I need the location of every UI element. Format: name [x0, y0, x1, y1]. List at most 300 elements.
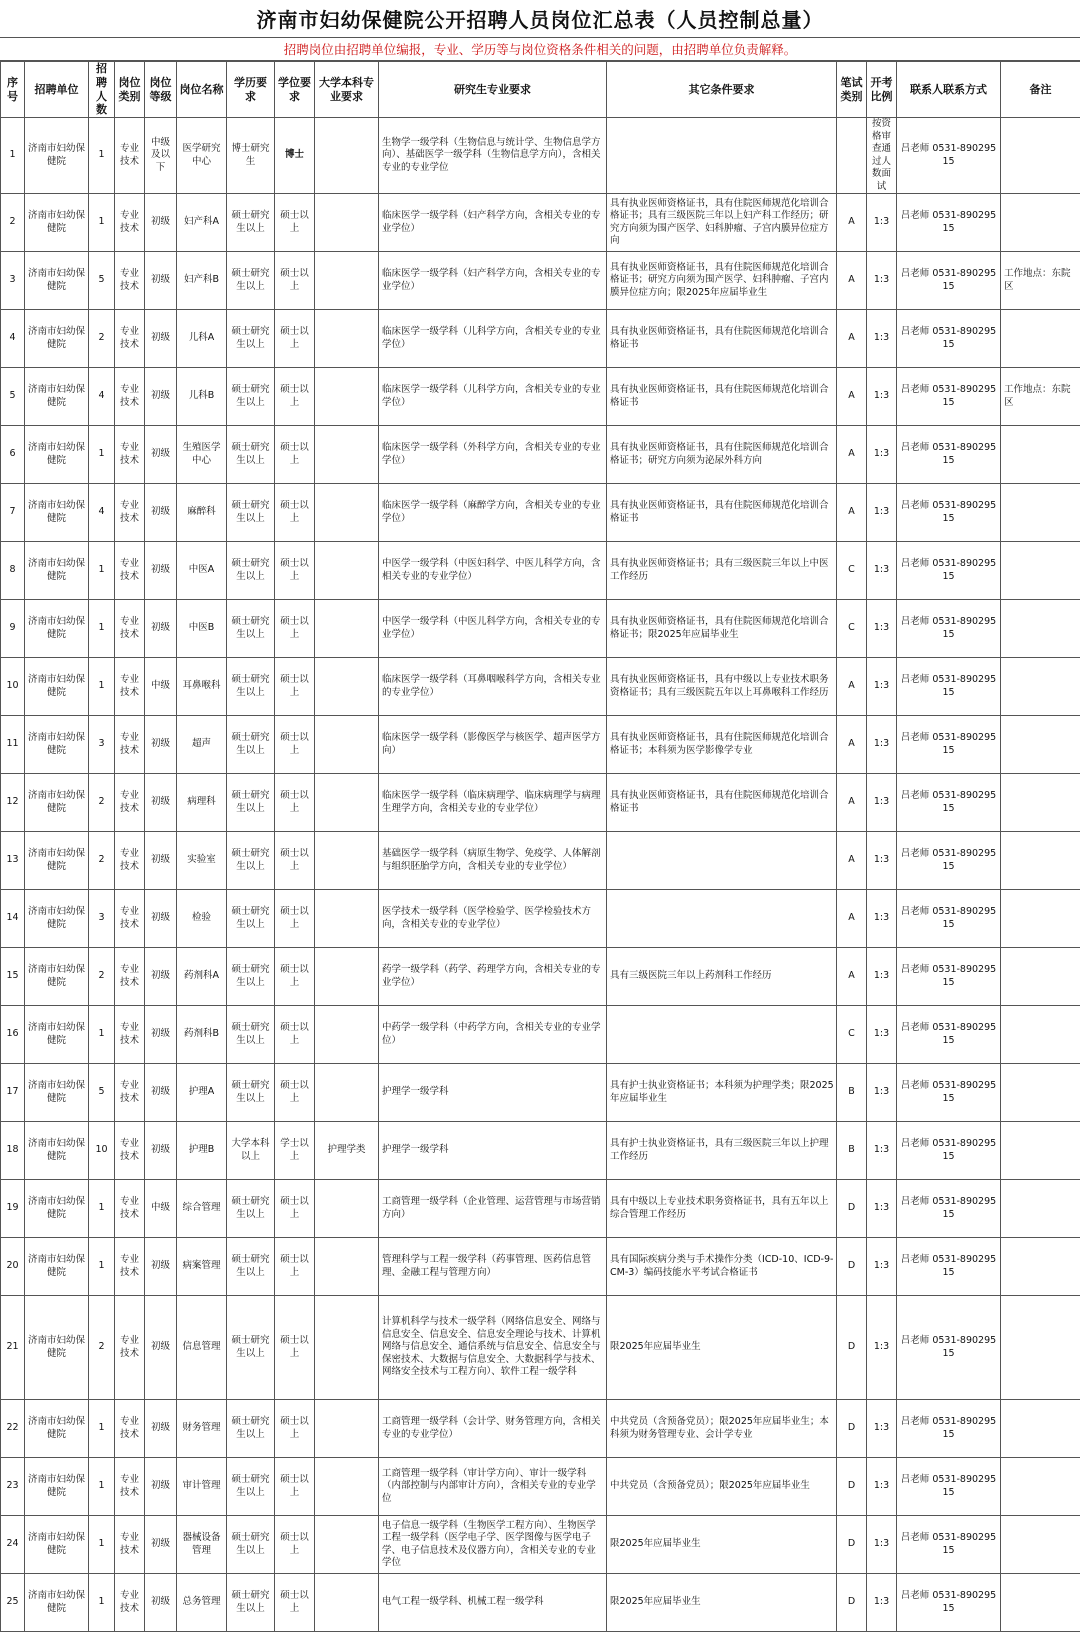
cell-contact: 吕老师 0531-89029515: [897, 310, 1001, 368]
cell-unit: 济南市妇幼保健院: [25, 368, 89, 426]
table-row: [1, 1516, 1080, 1574]
cell-unit: 济南市妇幼保健院: [25, 1064, 89, 1122]
cell-contact: 吕老师 0531-89029515: [897, 1180, 1001, 1238]
cell-level: 中级: [145, 658, 177, 716]
cell-no: 13: [1, 832, 25, 890]
table-row: [1, 832, 1080, 890]
cell-degree: 硕士以上: [275, 1574, 315, 1632]
cell-contact: 吕老师 0531-89029515: [897, 832, 1001, 890]
cell-category: 专业技术: [115, 484, 145, 542]
cell-education: 硕士研究生以上: [227, 1574, 275, 1632]
cell-level: 初级: [145, 194, 177, 252]
cell-contact: 吕老师 0531-89029515: [897, 1238, 1001, 1296]
cell-other-requirements: 具有执业医师资格证书，具有住院医师规范化培训合格证书；限2025年应届毕业生: [607, 600, 837, 658]
cell-position: 审计管理: [177, 1458, 227, 1516]
col-header: 序号: [1, 62, 25, 118]
cell-undergrad: 护理学类: [315, 1122, 379, 1180]
cell-education: 硕士研究生以上: [227, 368, 275, 426]
cell-education: 硕士研究生以上: [227, 716, 275, 774]
cell-remark: [1001, 658, 1080, 716]
cell-no: 2: [1, 194, 25, 252]
cell-category: 专业技术: [115, 600, 145, 658]
cell-position: 财务管理: [177, 1400, 227, 1458]
cell-no: 4: [1, 310, 25, 368]
cell-grad-major: 生物学一级学科（生物信息与统计学、生物信息学方向）、基础医学一级学科（生物信息学方向），含相关专业的专业学位: [379, 118, 607, 194]
cell-contact: 吕老师 0531-89029515: [897, 368, 1001, 426]
col-header: 学位要求: [275, 62, 315, 118]
cell-remark: [1001, 1006, 1080, 1064]
cell-grad-major: 电气工程一级学科、机械工程一级学科: [379, 1574, 607, 1632]
table-row: [1, 948, 1080, 1006]
cell-education: 大学本科以上: [227, 1122, 275, 1180]
cell-education: 硕士研究生以上: [227, 600, 275, 658]
cell-exam-type: D: [837, 1458, 867, 1516]
cell-category: 专业技术: [115, 1238, 145, 1296]
cell-ratio: 1:3: [867, 542, 897, 600]
cell-degree: 硕士以上: [275, 426, 315, 484]
cell-undergrad: [315, 832, 379, 890]
cell-position: 信息管理: [177, 1296, 227, 1400]
cell-ratio: 1:3: [867, 368, 897, 426]
cell-no: 12: [1, 774, 25, 832]
cell-level: 初级: [145, 1516, 177, 1574]
cell-undergrad: [315, 1064, 379, 1122]
col-header: 笔试类别: [837, 62, 867, 118]
cell-contact: 吕老师 0531-89029515: [897, 658, 1001, 716]
cell-level: 初级: [145, 426, 177, 484]
cell-contact: 吕老师 0531-89029515: [897, 542, 1001, 600]
table-row: [1, 1006, 1080, 1064]
cell-undergrad: [315, 1238, 379, 1296]
cell-count: 2: [89, 310, 115, 368]
table-row: [1, 484, 1080, 542]
cell-ratio: 1:3: [867, 1296, 897, 1400]
cell-ratio: 1:3: [867, 1458, 897, 1516]
cell-count: 1: [89, 426, 115, 484]
cell-ratio: 1:3: [867, 1064, 897, 1122]
cell-degree: 硕士以上: [275, 1516, 315, 1574]
table-row: [1, 890, 1080, 948]
cell-remark: [1001, 118, 1080, 194]
cell-undergrad: [315, 890, 379, 948]
col-header: 学历要求: [227, 62, 275, 118]
cell-other-requirements: [607, 890, 837, 948]
cell-unit: 济南市妇幼保健院: [25, 658, 89, 716]
cell-grad-major: 中医学一级学科（中医妇科学、中医儿科学方向，含相关专业的专业学位）: [379, 542, 607, 600]
cell-grad-major: 医学技术一级学科（医学检验学、医学检验技术方向，含相关专业的专业学位）: [379, 890, 607, 948]
cell-undergrad: [315, 310, 379, 368]
cell-unit: 济南市妇幼保健院: [25, 716, 89, 774]
cell-no: 10: [1, 658, 25, 716]
cell-grad-major: 中药学一级学科（中药学方向，含相关专业的专业学位）: [379, 1006, 607, 1064]
cell-grad-major: 中医学一级学科（中医儿科学方向，含相关专业的专业学位）: [379, 600, 607, 658]
cell-ratio: 1:3: [867, 1006, 897, 1064]
table-row: [1, 118, 1080, 194]
cell-no: 7: [1, 484, 25, 542]
cell-position: 病理科: [177, 774, 227, 832]
cell-level: 初级: [145, 832, 177, 890]
cell-degree: 学士以上: [275, 1122, 315, 1180]
cell-unit: 济南市妇幼保健院: [25, 252, 89, 310]
cell-education: 硕士研究生以上: [227, 832, 275, 890]
cell-level: 初级: [145, 368, 177, 426]
table-row: [1, 716, 1080, 774]
cell-ratio: 1:3: [867, 832, 897, 890]
disclaimer-note: 招聘岗位由招聘单位编报，专业、学历等与岗位资格条件相关的问题，由招聘单位负责解释。: [0, 38, 1080, 61]
cell-no: 5: [1, 368, 25, 426]
cell-undergrad: [315, 1296, 379, 1400]
cell-level: 初级: [145, 1400, 177, 1458]
cell-category: 专业技术: [115, 1180, 145, 1238]
cell-exam-type: D: [837, 1400, 867, 1458]
cell-exam-type: D: [837, 1574, 867, 1632]
cell-contact: 吕老师 0531-89029515: [897, 252, 1001, 310]
cell-degree: 硕士以上: [275, 948, 315, 1006]
cell-level: 初级: [145, 890, 177, 948]
col-header: 招聘人数: [89, 62, 115, 118]
cell-count: 1: [89, 118, 115, 194]
cell-other-requirements: 限2025年应届毕业生: [607, 1516, 837, 1574]
cell-grad-major: 基础医学一级学科（病原生物学、免疫学、人体解剖与组织胚胎学方向，含相关专业的专业学位）: [379, 832, 607, 890]
cell-degree: 博士: [275, 118, 315, 194]
cell-grad-major: 临床医学一级学科（妇产科学方向，含相关专业的专业学位）: [379, 252, 607, 310]
cell-ratio: 1:3: [867, 716, 897, 774]
cell-count: 4: [89, 484, 115, 542]
cell-contact: 吕老师 0531-89029515: [897, 890, 1001, 948]
cell-position: 儿科A: [177, 310, 227, 368]
cell-other-requirements: [607, 118, 837, 194]
cell-undergrad: [315, 1180, 379, 1238]
cell-degree: 硕士以上: [275, 1400, 315, 1458]
cell-position: 药剂科A: [177, 948, 227, 1006]
cell-ratio: 1:3: [867, 1122, 897, 1180]
cell-grad-major: 计算机科学与技术一级学科（网络信息安全、网络与信息安全、信息安全、信息安全理论与技术、计算机网络与信息安全、通信系统与信息安全、信息安全与保密技术、大数据与信息安全、大数据科学与技术、网络安全技术与工程方向）、软件工程一级学科: [379, 1296, 607, 1400]
cell-other-requirements: 具有执业医师资格证书，具有住院医师规范化培训合格证书；研究方向须为泌尿外科方向: [607, 426, 837, 484]
cell-category: 专业技术: [115, 1458, 145, 1516]
cell-other-requirements: 具有护士执业资格证书，具有三级医院三年以上护理工作经历: [607, 1122, 837, 1180]
cell-other-requirements: 具有执业医师资格证书，具有住院医师规范化培训合格证书；具有三级医院三年以上妇产科工作经历；研究方向须为围产医学、妇科肿瘤、子宫内膜异位症方向: [607, 194, 837, 252]
cell-grad-major: 管理科学与工程一级学科（药事管理、医药信息管理、金融工程与管理方向）: [379, 1238, 607, 1296]
cell-unit: 济南市妇幼保健院: [25, 600, 89, 658]
table-row: [1, 1296, 1080, 1400]
cell-count: 1: [89, 1180, 115, 1238]
cell-other-requirements: 具有执业医师资格证书，具有中级以上专业技术职务资格证书；具有三级医院五年以上耳鼻喉科工作经历: [607, 658, 837, 716]
cell-contact: 吕老师 0531-89029515: [897, 1574, 1001, 1632]
cell-undergrad: [315, 118, 379, 194]
cell-remark: 工作地点：东院区: [1001, 368, 1080, 426]
cell-other-requirements: 具有三级医院三年以上药剂科工作经历: [607, 948, 837, 1006]
cell-remark: [1001, 1400, 1080, 1458]
cell-remark: [1001, 832, 1080, 890]
cell-count: 1: [89, 1574, 115, 1632]
cell-unit: 济南市妇幼保健院: [25, 1006, 89, 1064]
table-row: [1, 310, 1080, 368]
cell-position: 超声: [177, 716, 227, 774]
cell-level: 初级: [145, 542, 177, 600]
cell-education: 硕士研究生以上: [227, 1180, 275, 1238]
table-row: [1, 1238, 1080, 1296]
cell-exam-type: B: [837, 1064, 867, 1122]
cell-unit: 济南市妇幼保健院: [25, 1400, 89, 1458]
cell-ratio: 1:3: [867, 658, 897, 716]
cell-level: 初级: [145, 1574, 177, 1632]
cell-category: 专业技术: [115, 774, 145, 832]
cell-remark: [1001, 600, 1080, 658]
cell-level: 初级: [145, 252, 177, 310]
col-header: 岗位等级: [145, 62, 177, 118]
cell-unit: 济南市妇幼保健院: [25, 1574, 89, 1632]
cell-no: 11: [1, 716, 25, 774]
cell-position: 妇产科B: [177, 252, 227, 310]
table-row: [1, 600, 1080, 658]
cell-contact: 吕老师 0531-89029515: [897, 426, 1001, 484]
cell-no: 9: [1, 600, 25, 658]
cell-no: 24: [1, 1516, 25, 1574]
cell-undergrad: [315, 1574, 379, 1632]
cell-remark: [1001, 1064, 1080, 1122]
cell-level: 初级: [145, 1122, 177, 1180]
cell-count: 2: [89, 774, 115, 832]
col-header: 岗位名称: [177, 62, 227, 118]
cell-remark: [1001, 484, 1080, 542]
cell-unit: 济南市妇幼保健院: [25, 484, 89, 542]
cell-ratio: 1:3: [867, 1180, 897, 1238]
cell-unit: 济南市妇幼保健院: [25, 1296, 89, 1400]
cell-grad-major: 工商管理一级学科（会计学、财务管理方向，含相关专业的专业学位）: [379, 1400, 607, 1458]
col-header: 备注: [1001, 62, 1080, 118]
col-header: 联系人联系方式: [897, 62, 1001, 118]
cell-level: 初级: [145, 774, 177, 832]
cell-remark: [1001, 1180, 1080, 1238]
cell-grad-major: 临床医学一级学科（麻醉学方向，含相关专业的专业学位）: [379, 484, 607, 542]
cell-education: 硕士研究生以上: [227, 542, 275, 600]
cell-contact: 吕老师 0531-89029515: [897, 600, 1001, 658]
cell-position: 护理A: [177, 1064, 227, 1122]
cell-ratio: 1:3: [867, 1574, 897, 1632]
cell-category: 专业技术: [115, 1516, 145, 1574]
cell-remark: [1001, 310, 1080, 368]
cell-remark: [1001, 1122, 1080, 1180]
cell-unit: 济南市妇幼保健院: [25, 832, 89, 890]
cell-ratio: 1:3: [867, 484, 897, 542]
cell-count: 1: [89, 600, 115, 658]
cell-exam-type: B: [837, 1122, 867, 1180]
cell-no: 15: [1, 948, 25, 1006]
cell-other-requirements: 具有执业医师资格证书，具有住院医师规范化培训合格证书: [607, 774, 837, 832]
table-row: [1, 1400, 1080, 1458]
cell-unit: 济南市妇幼保健院: [25, 1122, 89, 1180]
cell-position: 中医B: [177, 600, 227, 658]
cell-ratio: 1:3: [867, 310, 897, 368]
cell-category: 专业技术: [115, 310, 145, 368]
cell-contact: 吕老师 0531-89029515: [897, 1296, 1001, 1400]
cell-exam-type: A: [837, 484, 867, 542]
cell-undergrad: [315, 194, 379, 252]
table-row: [1, 368, 1080, 426]
cell-exam-type: C: [837, 1006, 867, 1064]
cell-no: 21: [1, 1296, 25, 1400]
cell-unit: 济南市妇幼保健院: [25, 774, 89, 832]
cell-no: 3: [1, 252, 25, 310]
cell-count: 3: [89, 716, 115, 774]
cell-other-requirements: 具有国际疾病分类与手术操作分类（ICD-10、ICD-9-CM-3）编码技能水平考试合格证书: [607, 1238, 837, 1296]
cell-undergrad: [315, 600, 379, 658]
cell-position: 病案管理: [177, 1238, 227, 1296]
cell-degree: 硕士以上: [275, 658, 315, 716]
cell-level: 初级: [145, 484, 177, 542]
cell-other-requirements: 具有中级以上专业技术职务资格证书，具有五年以上综合管理工作经历: [607, 1180, 837, 1238]
cell-contact: 吕老师 0531-89029515: [897, 716, 1001, 774]
cell-exam-type: A: [837, 716, 867, 774]
cell-contact: 吕老师 0531-89029515: [897, 1458, 1001, 1516]
cell-position: 药剂科B: [177, 1006, 227, 1064]
cell-other-requirements: 限2025年应届毕业生: [607, 1574, 837, 1632]
cell-no: 1: [1, 118, 25, 194]
cell-degree: 硕士以上: [275, 368, 315, 426]
cell-undergrad: [315, 1458, 379, 1516]
cell-exam-type: D: [837, 1516, 867, 1574]
table-row: [1, 426, 1080, 484]
cell-exam-type: A: [837, 194, 867, 252]
table-row: [1, 774, 1080, 832]
cell-education: 硕士研究生以上: [227, 194, 275, 252]
positions-table: [0, 61, 1080, 1632]
cell-unit: 济南市妇幼保健院: [25, 194, 89, 252]
cell-contact: 吕老师 0531-89029515: [897, 194, 1001, 252]
cell-education: 硕士研究生以上: [227, 890, 275, 948]
table-row: [1, 1574, 1080, 1632]
col-header: 大学本科专业要求: [315, 62, 379, 118]
cell-undergrad: [315, 252, 379, 310]
cell-unit: 济南市妇幼保健院: [25, 542, 89, 600]
cell-grad-major: 临床医学一级学科（妇产科学方向，含相关专业的专业学位）: [379, 194, 607, 252]
cell-category: 专业技术: [115, 1006, 145, 1064]
cell-ratio: 1:3: [867, 1238, 897, 1296]
cell-exam-type: A: [837, 890, 867, 948]
cell-ratio: 1:3: [867, 1400, 897, 1458]
cell-grad-major: 临床医学一级学科（儿科学方向，含相关专业的专业学位）: [379, 368, 607, 426]
cell-degree: 硕士以上: [275, 252, 315, 310]
cell-category: 专业技术: [115, 890, 145, 948]
cell-grad-major: 护理学一级学科: [379, 1064, 607, 1122]
cell-grad-major: 护理学一级学科: [379, 1122, 607, 1180]
cell-education: 博士研究生: [227, 118, 275, 194]
cell-ratio: 1:3: [867, 774, 897, 832]
cell-category: 专业技术: [115, 542, 145, 600]
cell-grad-major: 电子信息一级学科（生物医学工程方向）、生物医学工程一级学科（医学电子学、医学图像与医学电子学、电子信息技术及仪器方向），含相关专业的专业学位: [379, 1516, 607, 1574]
cell-position: 妇产科A: [177, 194, 227, 252]
cell-position: 检验: [177, 890, 227, 948]
cell-remark: [1001, 542, 1080, 600]
cell-level: 初级: [145, 1064, 177, 1122]
cell-degree: 硕士以上: [275, 1296, 315, 1400]
cell-remark: [1001, 774, 1080, 832]
table-row: [1, 252, 1080, 310]
table-row: [1, 1180, 1080, 1238]
cell-undergrad: [315, 1400, 379, 1458]
cell-other-requirements: 限2025年应届毕业生: [607, 1296, 837, 1400]
cell-ratio: 1:3: [867, 194, 897, 252]
cell-contact: 吕老师 0531-89029515: [897, 1064, 1001, 1122]
cell-count: 5: [89, 1064, 115, 1122]
cell-category: 专业技术: [115, 1064, 145, 1122]
cell-other-requirements: [607, 1006, 837, 1064]
cell-category: 专业技术: [115, 948, 145, 1006]
col-header: 其它条件要求: [607, 62, 837, 118]
cell-level: 中级及以下: [145, 118, 177, 194]
cell-education: 硕士研究生以上: [227, 310, 275, 368]
cell-undergrad: [315, 1516, 379, 1574]
cell-no: 22: [1, 1400, 25, 1458]
cell-remark: [1001, 194, 1080, 252]
table-row: [1, 1458, 1080, 1516]
cell-level: 中级: [145, 1180, 177, 1238]
table-row: [1, 1122, 1080, 1180]
cell-contact: 吕老师 0531-89029515: [897, 1516, 1001, 1574]
cell-count: 1: [89, 1458, 115, 1516]
cell-exam-type: C: [837, 542, 867, 600]
cell-exam-type: A: [837, 368, 867, 426]
cell-other-requirements: 中共党员（含预备党员）；限2025年应届毕业生: [607, 1458, 837, 1516]
cell-grad-major: 临床医学一级学科（影像医学与核医学、超声医学方向）: [379, 716, 607, 774]
cell-degree: 硕士以上: [275, 600, 315, 658]
cell-undergrad: [315, 774, 379, 832]
cell-other-requirements: 中共党员（含预备党员）；限2025年应届毕业生；本科须为财务管理专业、会计学专业: [607, 1400, 837, 1458]
cell-unit: 济南市妇幼保健院: [25, 948, 89, 1006]
cell-position: 儿科B: [177, 368, 227, 426]
cell-exam-type: A: [837, 252, 867, 310]
cell-other-requirements: 具有护士执业资格证书；本科须为护理学类；限2025年应届毕业生: [607, 1064, 837, 1122]
cell-category: 专业技术: [115, 1122, 145, 1180]
cell-unit: 济南市妇幼保健院: [25, 1516, 89, 1574]
cell-other-requirements: 具有执业医师资格证书，具有住院医师规范化培训合格证书: [607, 484, 837, 542]
cell-exam-type: [837, 118, 867, 194]
cell-no: 6: [1, 426, 25, 484]
cell-degree: 硕士以上: [275, 774, 315, 832]
col-header: 研究生专业要求: [379, 62, 607, 118]
cell-ratio: 1:3: [867, 948, 897, 1006]
cell-other-requirements: [607, 832, 837, 890]
cell-remark: [1001, 890, 1080, 948]
cell-degree: 硕士以上: [275, 310, 315, 368]
cell-position: 中医A: [177, 542, 227, 600]
cell-count: 1: [89, 542, 115, 600]
cell-count: 1: [89, 194, 115, 252]
cell-count: 1: [89, 1006, 115, 1064]
cell-contact: 吕老师 0531-89029515: [897, 118, 1001, 194]
cell-grad-major: 临床医学一级学科（外科学方向，含相关专业的专业学位）: [379, 426, 607, 484]
cell-grad-major: 临床医学一级学科（耳鼻咽喉科学方向，含相关专业的专业学位）: [379, 658, 607, 716]
cell-category: 专业技术: [115, 194, 145, 252]
cell-count: 2: [89, 1296, 115, 1400]
cell-count: 5: [89, 252, 115, 310]
cell-undergrad: [315, 542, 379, 600]
cell-count: 1: [89, 1400, 115, 1458]
cell-grad-major: 临床医学一级学科（临床病理学、临床病理学与病理生理学方向，含相关专业的专业学位）: [379, 774, 607, 832]
cell-level: 初级: [145, 1296, 177, 1400]
cell-remark: [1001, 1516, 1080, 1574]
cell-level: 初级: [145, 948, 177, 1006]
cell-education: 硕士研究生以上: [227, 1516, 275, 1574]
col-header: 招聘单位: [25, 62, 89, 118]
table-row: [1, 542, 1080, 600]
cell-no: 8: [1, 542, 25, 600]
cell-no: 20: [1, 1238, 25, 1296]
cell-degree: 硕士以上: [275, 484, 315, 542]
cell-level: 初级: [145, 600, 177, 658]
cell-count: 4: [89, 368, 115, 426]
cell-category: 专业技术: [115, 716, 145, 774]
